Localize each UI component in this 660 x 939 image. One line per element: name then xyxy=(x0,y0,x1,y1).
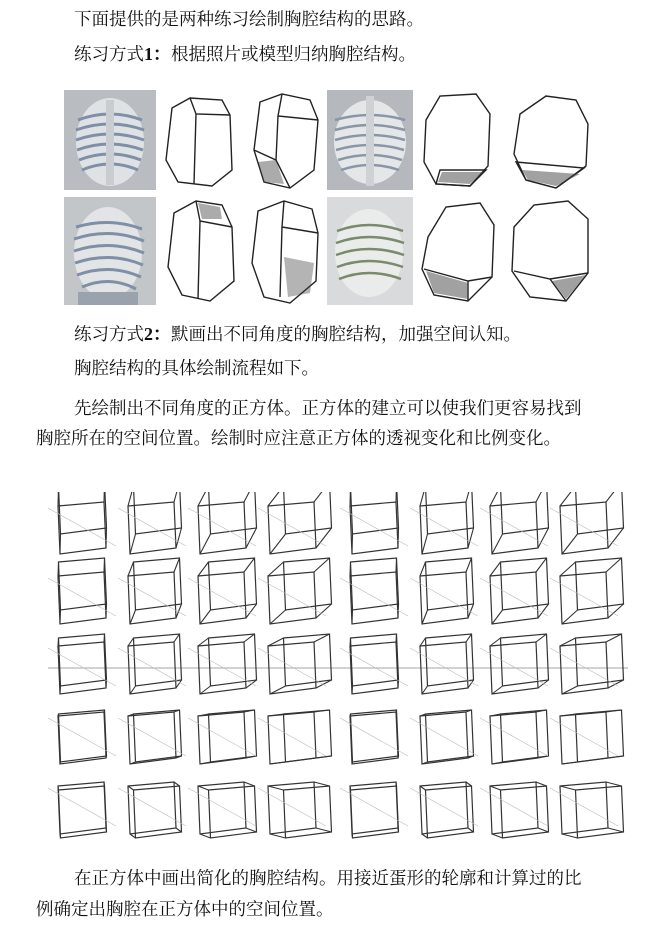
ribcage-photo-4 xyxy=(327,197,413,305)
perspective-cube xyxy=(118,710,186,764)
perspective-cube xyxy=(48,634,116,694)
ribcage-photo-1 xyxy=(64,90,156,190)
paragraph-1-line-2: 胸腔所在的空间位置。绘制时应注意正方体的透视变化和比例变化。 xyxy=(36,429,561,449)
ribcage-block-sketches-row1 xyxy=(160,90,325,190)
perspective-cube xyxy=(340,634,408,694)
perspective-cube xyxy=(550,492,624,554)
perspective-cube xyxy=(258,710,332,764)
perspective-cube xyxy=(118,492,186,554)
perspective-cube xyxy=(340,782,408,838)
perspective-cube xyxy=(550,558,624,624)
perspective-cube xyxy=(550,782,624,838)
perspective-cube xyxy=(410,634,478,694)
perspective-cube xyxy=(340,710,408,764)
method2-number: 2： xyxy=(144,324,171,344)
perspective-cube xyxy=(480,782,549,838)
perspective-cube xyxy=(48,710,116,764)
perspective-cube xyxy=(258,782,332,838)
flow-text: 胸腔结构的具体绘制流程如下。 xyxy=(74,359,319,379)
method2-text: 默画出不同角度的胸腔结构，加强空间认知。 xyxy=(171,325,521,345)
perspective-cube xyxy=(410,558,478,624)
perspective-cube xyxy=(258,634,332,694)
perspective-cube xyxy=(48,492,116,554)
perspective-cube xyxy=(48,558,116,624)
method2-line xyxy=(74,322,521,347)
ribcage-block-sketches-row2b xyxy=(416,197,594,305)
ribcage-study-figure xyxy=(64,90,594,305)
method1-number: 1： xyxy=(144,44,171,64)
ribcage-photo-2 xyxy=(64,197,156,305)
perspective-cube xyxy=(188,492,257,554)
perspective-cube xyxy=(480,492,549,554)
paragraph-2-line-2: 例确定出胸腔在正方体中的空间位置。 xyxy=(36,900,334,920)
perspective-cube xyxy=(550,634,624,694)
perspective-cube xyxy=(480,634,549,694)
method1-text: 根据照片或模型归纳胸腔结构。 xyxy=(171,45,416,65)
perspective-cube xyxy=(410,710,478,764)
perspective-cube xyxy=(258,558,332,624)
perspective-cube-grid-figure xyxy=(48,492,628,842)
ribcage-block-sketches-row1b xyxy=(416,90,594,190)
perspective-cube xyxy=(340,558,408,624)
ribcage-block-sketches-row2 xyxy=(160,197,325,305)
perspective-cube xyxy=(480,710,549,764)
perspective-cube xyxy=(118,558,186,624)
paragraph-1-line-1: 先绘制出不同角度的正方体。正方体的建立可以使我们更容易找到 xyxy=(74,399,582,419)
perspective-cube xyxy=(188,634,257,694)
ribcage-photo-3 xyxy=(327,90,413,190)
method1-line xyxy=(74,42,416,67)
perspective-cube xyxy=(550,710,624,764)
perspective-cube xyxy=(410,782,478,838)
perspective-cube xyxy=(188,710,257,764)
paragraph-2-line-1: 在正方体中画出简化的胸腔结构。用接近蛋形的轮廓和计算过的比 xyxy=(74,869,582,889)
method1-label: 练习方式 xyxy=(74,45,144,65)
perspective-cube xyxy=(118,634,186,694)
perspective-cube xyxy=(258,492,332,554)
intro-text: 下面提供的是两种练习绘制胸腔结构的思路。 xyxy=(74,10,424,30)
perspective-cube xyxy=(480,558,549,624)
perspective-cube xyxy=(118,782,186,838)
perspective-cube xyxy=(340,492,408,554)
method2-label: 练习方式 xyxy=(74,325,144,345)
perspective-cube xyxy=(188,782,257,838)
perspective-cube xyxy=(188,558,257,624)
perspective-cube xyxy=(48,782,116,838)
perspective-cube xyxy=(410,492,478,554)
